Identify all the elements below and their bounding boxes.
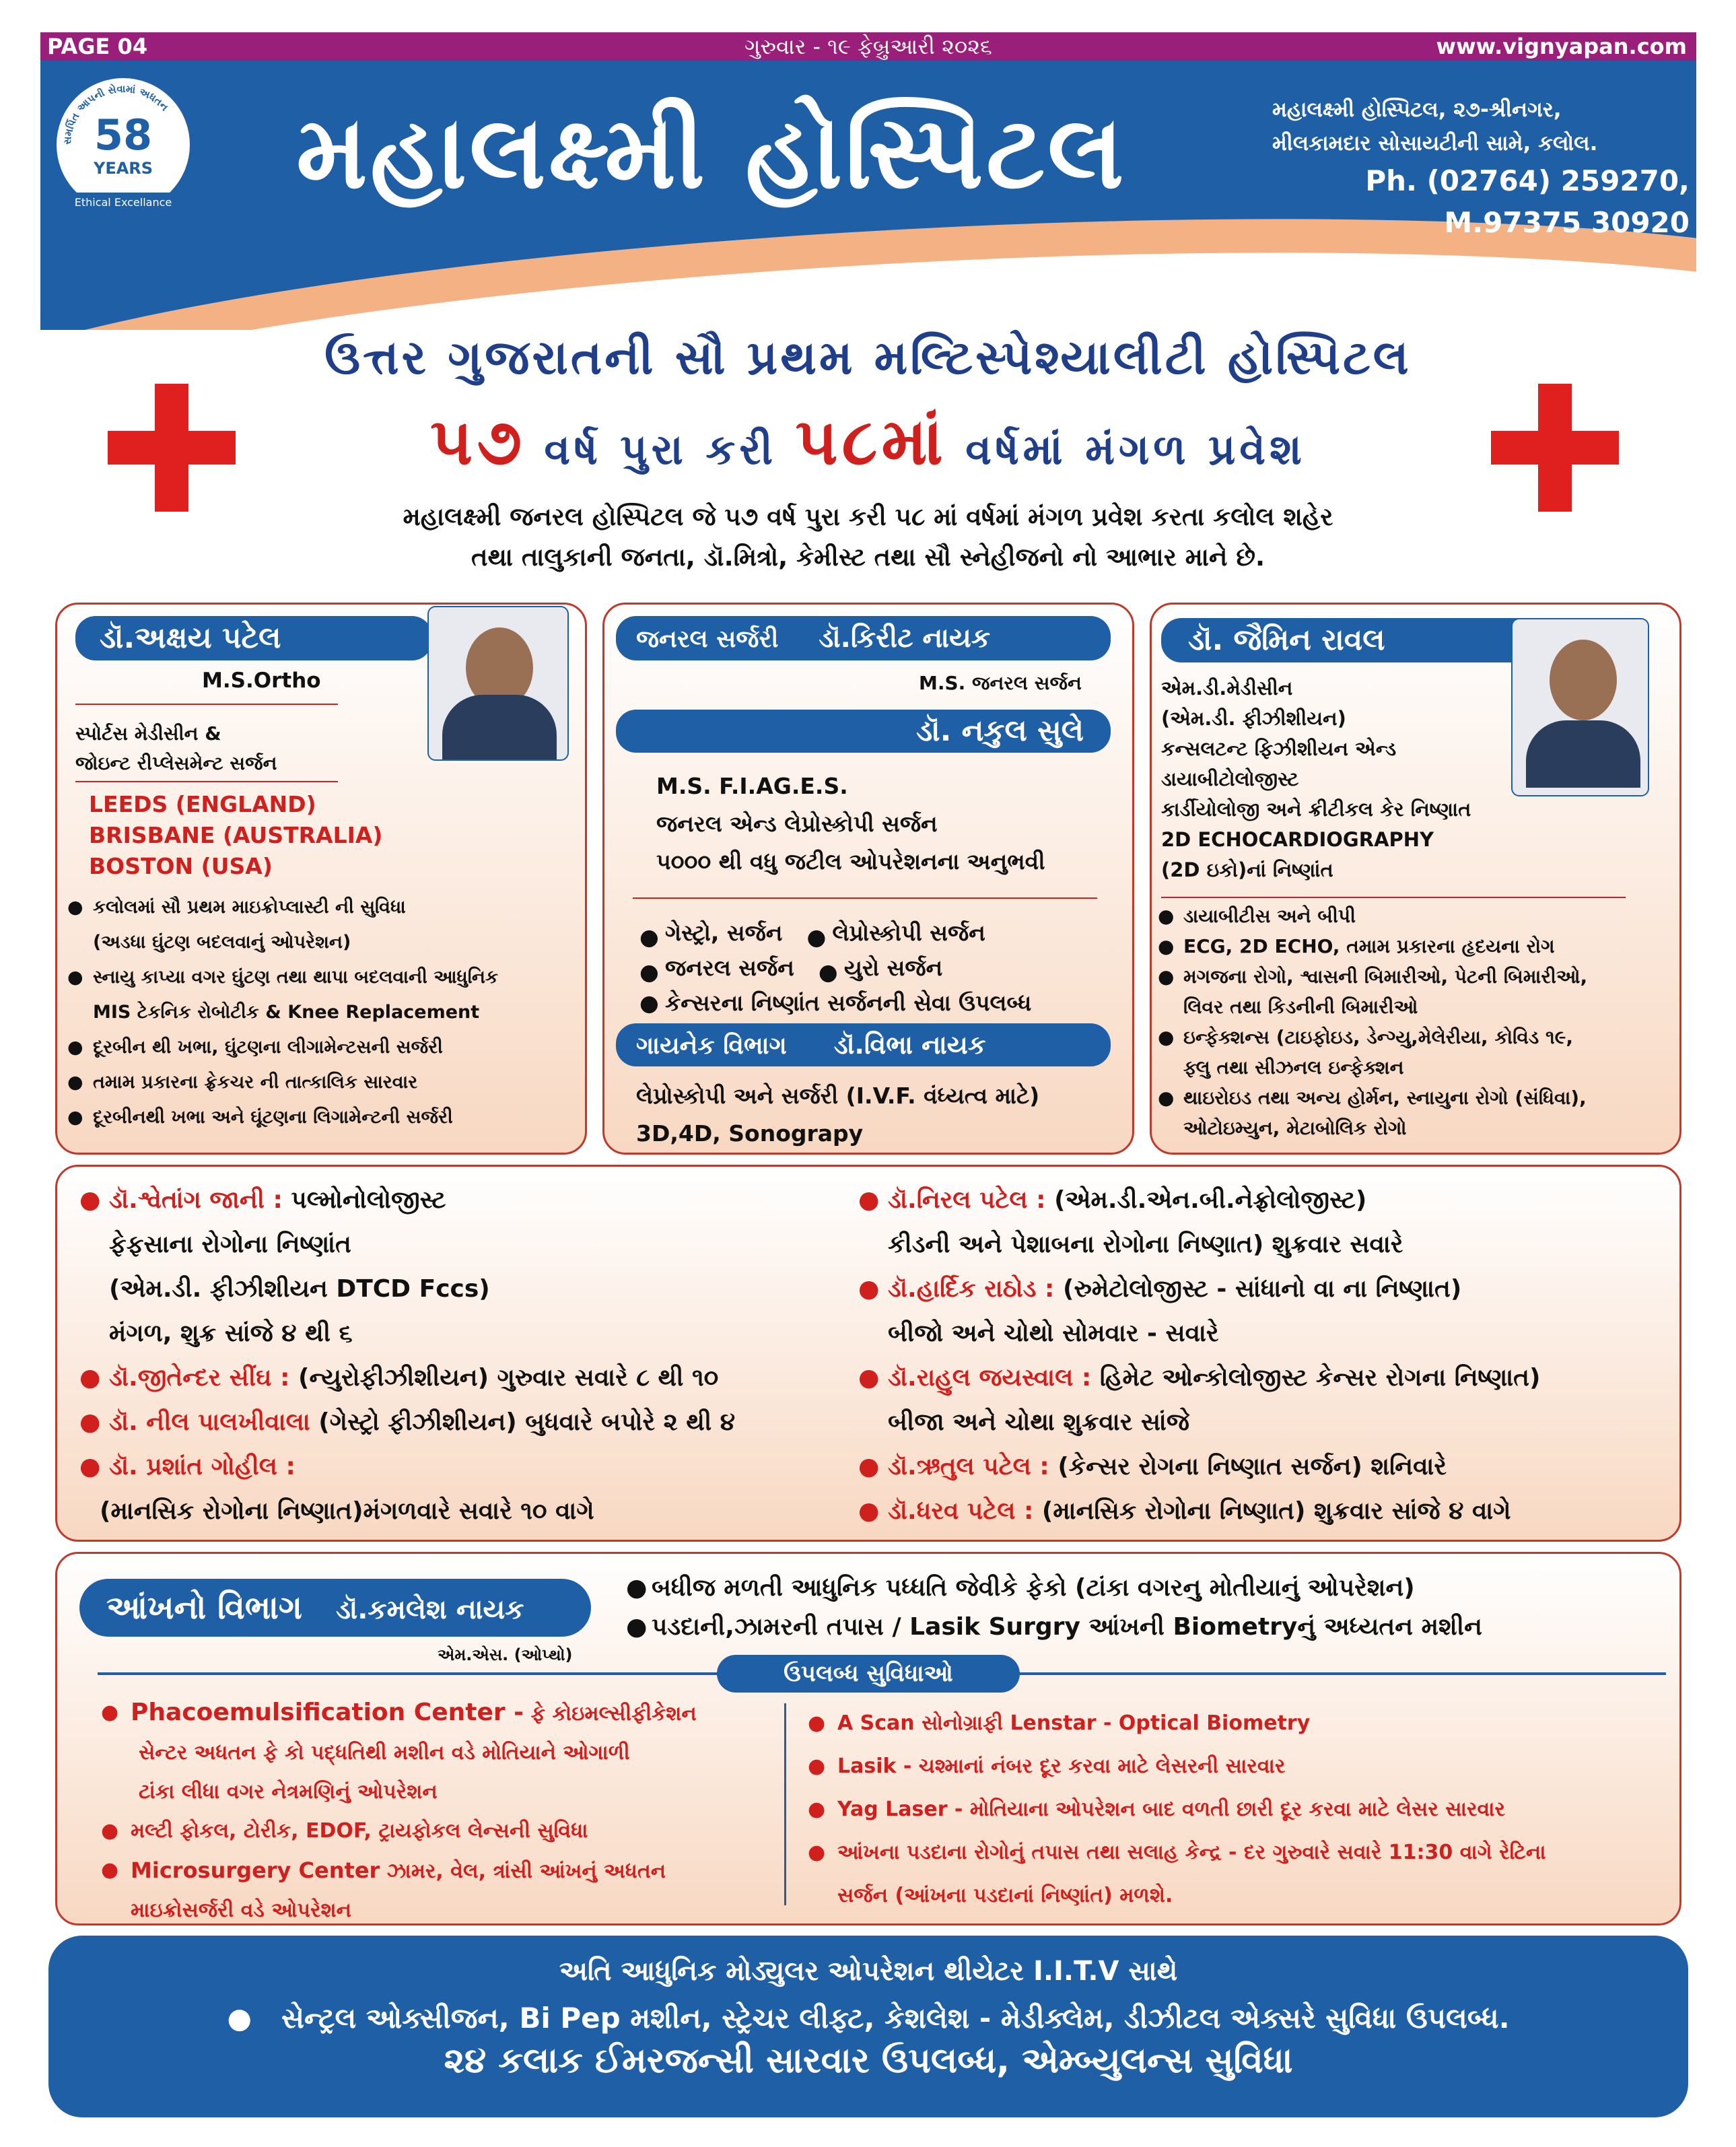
mobile-number: M.97375 30920 [1444, 206, 1690, 239]
doctor-photo-akshay [427, 606, 569, 761]
footer-line-1: અતિ આધુનિક મોડ્યુલર ઓપરેશન થીયેટર I.I.T.V સાથે [559, 1956, 1178, 1987]
hospital-title: મહાલક્ષ્મી હોસ્પિટલ [296, 94, 1127, 211]
surgery-services: ● ગેસ્ટ્રો, સર્જન● લેપ્રોસ્કોપી સર્જન ● જનરલ સર્જન● યુરો સર્જન ● કેન્સરના નિષ્ણાંત સર્જનની સેવા ઉપલબ્ધ [639, 916, 1031, 1021]
eye-facilities-right: ● A Scan સોનોગ્રાફી Lenstar - Optical Biometry ● Lasik - ચશ્માનાં નંબર દૂર કરવા માટે લેસરની સારવાર ● Yag Laser - મોતિયાના ઓપરેશન બાદ વળતી છારી દૂર કરવા માટે લેસર સારવાર ● આંખના પડદાના રોગોનું તપાસ તથા સલાહ કેન્દ્ર - દર ગુરુવારે સવારે 11:30 વાગે રેટિના સર્જન (આંખના પડદાનાં નિષ્ણાંત) મળશે. [808, 1702, 1676, 1917]
footer-line-3: ૨૪ કલાક ઈમરજન્સી સારવાર ઉપલબ્ધ, એમ્બ્યુલન્સ સુવિધા [444, 2041, 1293, 2081]
doctor-name-nakul: ડૉ. નકુલ સુલે [616, 710, 1111, 753]
hospital-address [1272, 93, 1690, 244]
doctor-name-jaimin: ડૉ. જૈમિન રાવલ [1161, 618, 1538, 662]
red-cross-icon-left [108, 384, 236, 512]
medicine-services: ● ડાયાબીટીસ અને બીપી ● ECG, 2D ECHO, તમામ પ્રકારના હૃદયના રોગ ● મગજના રોગો, શ્વાસની બિમારીઓ, પેટની બિમારીઓ, લિવર તથા કિડનીની બિમારીઓ ● ઇન્ફેક્શન્સ (ટાઇફોઇડ, ડેન્ગ્યુ,મેલેરીયા, કોવિડ ૧૯, ફ્લુ તથા સીઝનલ ઇન્ફેક્શન ● થાઇરોઇડ તથા અન્ય હોર્મન, સ્નાયુના રોગો (સંધિવા), ઓટોઇમ્યુન, મેટાબોલિક રોગો [1158, 901, 1676, 1143]
website-link[interactable]: www.vignyapan.com [1436, 34, 1687, 59]
facilities-label: ઉપલબ્ધ સુવિધાઓ [717, 1655, 1020, 1693]
footer-line-2: ● સેન્ટ્રલ ઓક્સીજન, Bi Pep મશીન, સ્ટ્રેચર લીફ્ટ, કેશલેશ - મેડીક્લેમ, ડીઝીટલ એક્સરે સુવિધા ઉપલબ્ધ. [227, 2002, 1510, 2035]
visiting-left: ● ડૉ.શ્વેતાંગ જાની : પલ્મોનોલોજીસ્ટ ફેફસાના રોગોના નિષ્ણાંત (એમ.ડી. ફીઝીશીયન DTCD Fccs) મંગળ, શુક્ર સાંજે ૪ થી ૬ ● ડૉ.જીતેન્દર સીંઘ : (ન્યુરોફીઝીશીયન) ગુરુવાર સવારે ૮ થી ૧૦ ● ડૉ. નીલ પાલખીવાલા (ગેસ્ટ્રો ફીઝીશીયન) બુધવારે બપોરે ૨ થી ૪ ● ડૉ. પ્રશાંત ગોહીલ : (માનસિક રોગોના નિષ્ણાત)મંગળવારે સવારે ૧૦ વાગે [79, 1178, 874, 1534]
visiting-right: ● ડૉ.નિરલ પટેલ : (એમ.ડી.એન.બી.નેફ્રોલોજીસ્ટ) કીડની અને પેશાબના રોગોના નિષ્ણાત) શુક્રવાર સવારે ● ડૉ.હાર્દિક રાઠોડ : (રુમેટોલોજીસ્ટ - સાંધાનો વા ના નિષ્ણાત) બીજો અને ચોથો સોમવાર - સવારે ● ડૉ.રાહુલ જયસ્વાલ : હિમેટ ઓન્કોલોજીસ્ટ કેન્સર રોગના નિષ્ણાત) બીજા અને ચોથા શુક્રવાર સાંજે ● ડૉ.ઋતુલ પટેલ : (કેન્સર રોગના નિષ્ણાત સર્જન) શનિવારે ● ડૉ.ધરવ પટેલ : (માનસિક રોગોના નિષ્ણાત) શુક્રવાર સાંજે ૪ વાગે [858, 1178, 1673, 1534]
issue-date: ગુરુવાર - ૧૯ ફેબ્રુઆરી ૨૦૨૬ [744, 34, 992, 59]
logo-ribbon: Ethical Excellance [63, 193, 183, 213]
address-line-2: મીલકામદાર સોસાયટીની સામે, કલોલ. [1272, 131, 1598, 156]
eye-highlights: ● બધીજ મળતી આધુનિક પધ્ધતિ જેવીકે ફેકો (ટાંકા વગરનુ મોતીયાનું ઓપરેશન) ● પડદાની,ઝામરની તપાસ / Lasik Surgry આંખની Biometryનું અધ્યતન મશીન [626, 1569, 1482, 1647]
address-line-1: મહાલક્ષ્મી હોસ્પિટલ, ૨૭-શ્રીનગર, [1272, 98, 1562, 122]
phone-number: Ph. (02764) 259270, [1365, 164, 1690, 197]
headline-line-1: ઉત્તર ગુજરાતની સૌ પ્રથમ મલ્ટિસ્પેશ્યાલીટી હોસ્પિટલ [324, 330, 1412, 385]
eye-facilities-left: ● Phacoemulsification Center - ફે કોઇમલ્સીફીકેશન સેન્ટર અધતન ફે કો પદ્ધતિથી મશીન વડે મોતિયાને ઓગાળી ટાંકા લીધા વગર નેત્રમણિનું ઓપરેશન ● મલ્ટી ફોકલ, ટોરીક, EDOF, ટ્રાયફોકલ લેન્સની સુવિધા ● Microsurgery Center ઝામર, વેલ, ત્રાંસી આંખનું અધતન માઇક્રોસર્જરી વડે ઓપરેશન [101, 1693, 774, 1930]
page-number: PAGE 04 [47, 34, 148, 59]
footer-banner [48, 1936, 1688, 2117]
logo-years: 58 [94, 110, 153, 160]
headline-line-2: ૫૭ વર્ષ પુરા કરી ૫૮માં વર્ષમાં મંગળ પ્રવેશ [430, 404, 1306, 479]
intro-text: મહાલક્ષ્મી જનરલ હોસ્પિટલ જે ૫૭ વર્ષ પુરા કરી ૫૮ માં વર્ષમાં મંગળ પ્રવેશ કરતા કલોલ શહેર તથા તાલુકાની જનતા, ડૉ.મિત્રો, કેમીસ્ટ તથા સૌ સ્નેહીજનો નો આભાર માને છે. [403, 502, 1333, 572]
training-places: LEEDS (ENGLAND) BRISBANE (AUSTRALIA) BOSTON (USA) [89, 791, 383, 879]
doctor-name-akshay: ડૉ.અક્ષય પટેલ [75, 616, 432, 660]
red-cross-icon-right [1491, 384, 1619, 512]
dept-gynec: ગાયનેક વિભાગ ડૉ.વિભા નાયક [616, 1023, 1111, 1066]
doctor-photo-jaimin [1511, 618, 1649, 796]
ortho-services: ● કલોલમાં સૌ પ્રથમ માઇક્રોપ્લાસ્ટી ની સુવિધા (અડધા ઘુંટણ બદલવાનું ઓપરેશન) ● સ્નાયુ કાપ્યા વગર ઘુંટણ તથા થાપા બદલવાની આધુનિક MIS ટેકનિક રોબોટીક & Knee Replacement ● દૂરબીન થી ખભા, ઘુંટણના લીગામેન્ટસની સર્જરી ● તમામ પ્રકારના ફ્રેકચર ની તાત્કાલિક સારવાર ● દૂરબીનથી ખભા અને ઘૂંટણના લિગામેન્ટની સર્જરી [67, 890, 586, 1135]
logo-years-label: YEARS [93, 159, 153, 178]
anniversary-logo [53, 74, 194, 215]
dept-general-surgery: જનરલ સર્જરી ડૉ.કિરીટ નાયક [616, 616, 1111, 660]
svg-text:સમર્પિત આપની સેવામાં અધતન: સમર્પિત આપની સેવામાં અધતન [61, 82, 171, 145]
eye-dept-heading: આંખનો વિભાગ ડૉ.કમલેશ નાયક [79, 1579, 591, 1637]
top-bar [40, 32, 1696, 61]
